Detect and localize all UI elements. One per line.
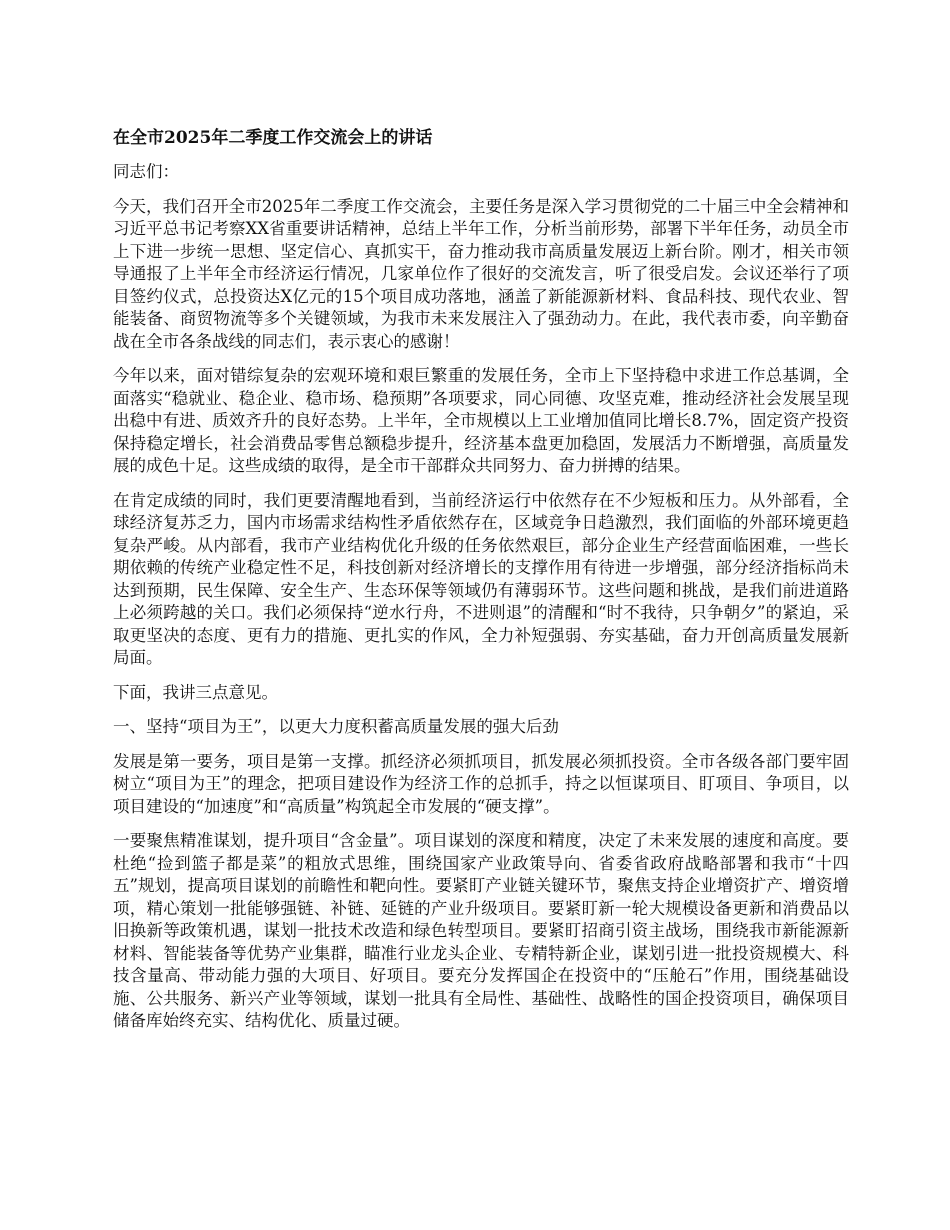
salutation: 同志们： (113, 162, 179, 181)
document-page (113, 126, 849, 1045)
paragraph-achievements: 今年以来，面对错综复杂的宏观环境和艰巨繁重的发展任务，全市上下坚持稳中求进工作总基调，全面落实“稳就业、稳企业、稳市场、稳预期”各项要求，同心同德、攻坚克难，推动经济社会发展呈现出稳中有进、质效齐升的良好态势。上半年，全市规模以上工业增加值同比增长8.7%，固定资产投资保持稳定增长，社会消费品零售总额稳步提升，经济基本盘更加稳固，发展活力不断增强，高质量发展的成色十足。这些成绩的取得，是全市干部群众共同努力、奋力拼搏的结果。 (113, 366, 849, 475)
paragraph-challenges: 在肯定成绩的同时，我们更要清醒地看到，当前经济运行中依然存在不少短板和压力。从外部看，全球经济复苏乏力，国内市场需求结构性矛盾依然存在，区域竞争日趋激烈，我们面临的外部环境更趋复杂严峻。从内部看，我市产业结构优化升级的任务依然艰巨，部分企业生产经营面临困难，一些长期依赖的传统产业稳定性不足，科技创新对经济增长的支撑作用有待进一步增强，部分经济指标尚未达到预期，民生保障、安全生产、生态环保等领域仍有薄弱环节。这些问题和挑战，是我们前进道路上必须跨越的关口。我们必须保持“逆水行舟，不进则退”的清醒和“时不我待，只争朝夕”的紧迫，采取更坚决的态度、更有力的措施、更扎实的作风，全力补短强弱、夯实基础，奋力开创高质量发展新局面。 (113, 490, 849, 667)
paragraph-section-1-intro: 发展是第一要务，项目是第一支撑。抓经济必须抓项目，抓发展必须抓投资。全市各级各部门要牢固树立“项目为王”的理念，把项目建设作为经济工作的总抓手，持之以恒谋项目、盯项目、争项目，以项目建设的“加速度”和“高质量”构筑起全市发展的“硬支撑”。 (113, 751, 849, 816)
paragraph-section-1-point-1: 一要聚焦精准谋划，提升项目“含金量”。项目谋划的深度和精度，决定了未来发展的速度和高度。要杜绝“捡到篮子都是菜”的粗放式思维，围绕国家产业政策导向、省委省政府战略部署和我市“十四五”规划，提高项目谋划的前瞻性和靶向性。要紧盯产业链关键环节，聚焦支持企业增资扩产、增资增项，精心策划一批能够强链、补链、延链的产业升级项目。要紧盯新一轮大规模设备更新和消费品以旧换新等政策机遇，谋划一批技术改造和绿色转型项目。要紧盯招商引资主战场，围绕我市新能源新材料、智能装备等优势产业集群，瞄准行业龙头企业、专精特新企业，谋划引进一批投资规模大、科技含量高、带动能力强的大项目、好项目。要充分发挥国企在投资中的“压舱石”作用，围绕基础设施、公共服务、新兴产业等领域，谋划一批具有全局性、基础性、战略性的国企投资项目，确保项目储备库始终充实、结构优化、质量过硬。 (113, 831, 849, 1030)
paragraph-opening: 今天，我们召开全市2025年二季度工作交流会，主要任务是深入学习贯彻党的二十届三中全会精神和习近平总书记考察XX省重要讲话精神，总结上半年工作，分析当前形势，部署下半年任务，动员全市上下进一步统一思想、坚定信心、真抓实干，奋力推动我市高质量发展迈上新台阶。刚才，相关市领导通报了上半年全市经济运行情况，几家单位作了很好的交流发言，听了很受启发。会议还举行了项目签约仪式，总投资达X亿元的15个项目成功落地，涵盖了新能源新材料、食品科技、现代农业、智能装备、商贸物流等多个关键领域，为我市未来发展注入了强劲动力。在此，我代表市委，向辛勤奋战在全市各条战线的同志们，表示衷心的感谢！ (113, 196, 849, 351)
section-heading-1: 一、坚持“项目为王”，以更大力度积蓄高质量发展的强大后劲 (113, 717, 559, 736)
paragraph-transition: 下面，我讲三点意见。 (113, 682, 278, 702)
document-title: 在全市2025年二季度工作交流会上的讲话 (113, 128, 433, 148)
